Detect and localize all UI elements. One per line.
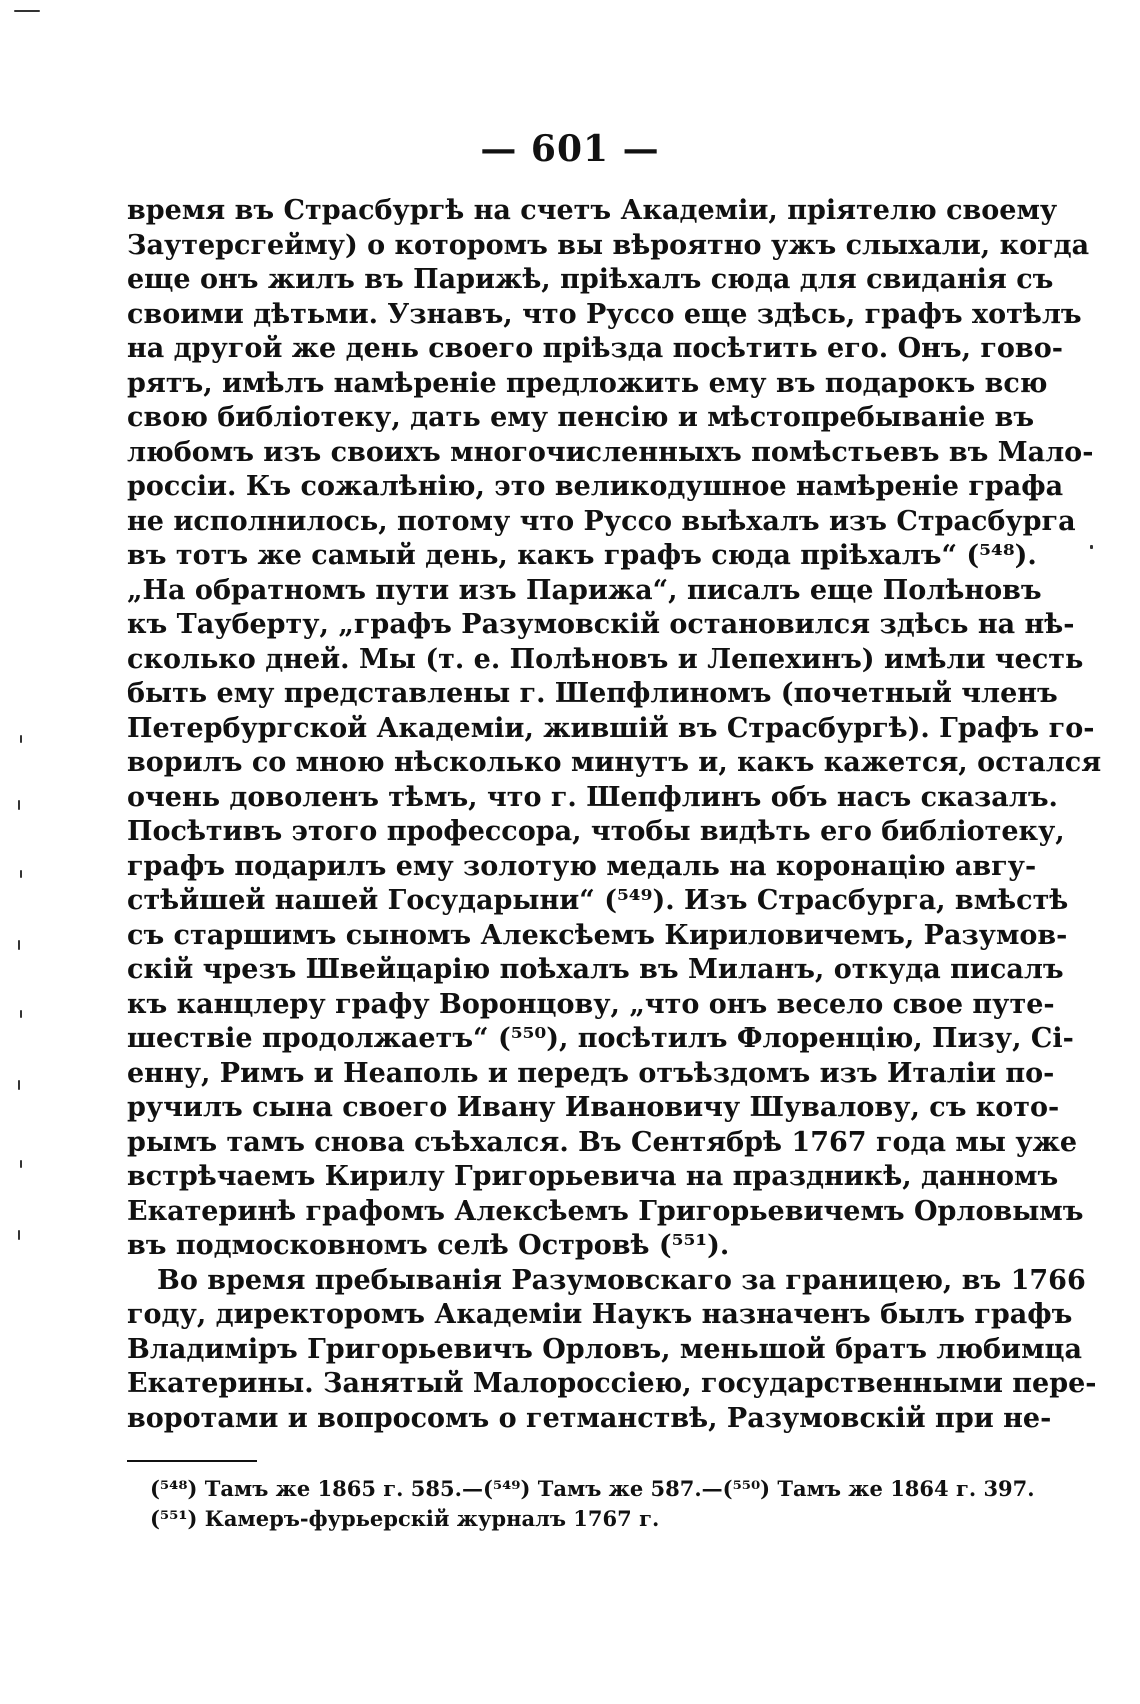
text-line: Во время пребыванія Разумовскаго за границею, въ 1766 [157, 1264, 1086, 1296]
text-line: свою библіотеку, дать ему пенсію и мѣстопребываніе въ [127, 402, 1035, 433]
text-line: къ Тауберту, „графъ Разумовскій остановился здѣсь на нѣ- [127, 609, 1075, 640]
text-line: году, директоромъ Академіи Наукъ назначенъ былъ графъ [127, 1299, 1073, 1330]
text-line: своими дѣтьми. Узнавъ, что Руссо еще здѣсь, графъ хотѣлъ [127, 298, 1082, 330]
text-line: сколько дней. Мы (т. е. Полѣновъ и Лепехинъ) имѣли честь [127, 643, 1084, 675]
scan-mark [20, 1160, 22, 1168]
scan-mark [18, 1080, 20, 1090]
text-line: Посѣтивъ этого профессора, чтобы видѣть его библіотеку, [127, 816, 1065, 847]
footnotes [150, 1474, 1035, 1534]
page-number: — 601 — [480, 128, 660, 170]
scan-mark [20, 735, 22, 743]
footnote-line: (⁵⁴⁸) Тамъ же 1865 г. 585.—(⁵⁴⁹) Тамъ же 587.—(⁵⁵⁰) Тамъ же 1864 г. 397. [150, 1476, 1035, 1501]
text-line: съ старшимъ сыномъ Алексѣемъ Кириловичемъ, Разумов- [127, 919, 1068, 951]
text-line: къ канцлеру графу Воронцову, „что онъ весело свое путе- [127, 988, 1055, 1020]
text-line: воротами и вопросомъ о гетманствѣ, Разумовскій при не- [127, 1402, 1052, 1434]
text-line: россіи. Къ сожалѣнію, это великодушное намѣреніе графа [127, 471, 1064, 502]
text-line: ворилъ со мною нѣсколько минутъ и, какъ кажется, остался [127, 747, 1102, 778]
scan-mark [14, 10, 40, 12]
text-line: рымъ тамъ снова съѣхался. Въ Сентябрѣ 1767 года мы уже [127, 1126, 1078, 1158]
scan-mark [18, 800, 20, 810]
text-line: быть ему представлены г. Шепфлиномъ (почетный членъ [127, 678, 1058, 709]
scan-mark [18, 1230, 20, 1240]
body-text [127, 194, 1102, 1436]
text-line: еще онъ жилъ въ Парижѣ, пріѣхалъ сюда для свиданія съ [127, 264, 1054, 295]
text-line: не исполнилось, потому что Руссо выѣхалъ изъ Страсбурга [127, 505, 1076, 537]
text-line: скій чрезъ Швейцарію поѣхалъ въ Миланъ, откуда писалъ [127, 954, 1064, 985]
text-line: Екатерины. Занятый Малороссіею, государственными пере- [127, 1368, 1097, 1399]
text-line: шествіе продолжаетъ“ (⁵⁵⁰), посѣтилъ Флоренцію, Пизу, Сі- [127, 1023, 1074, 1054]
scan-mark [20, 870, 22, 878]
text-line: графъ подарилъ ему золотую медаль на коронацію авгу- [127, 850, 1037, 882]
text-line: очень доволенъ тѣмъ, что г. Шепфлинъ объ насъ сказалъ. [127, 781, 1058, 813]
text-line: встрѣчаемъ Кирилу Григорьевича на праздникѣ, данномъ [127, 1161, 1059, 1192]
text-line: въ подмосковномъ селѣ Островѣ (⁵⁵¹). [127, 1230, 730, 1261]
text-line: Заутерсгейму) о которомъ вы вѣроятно ужъ слыхали, когда [127, 229, 1090, 261]
scan-mark [18, 940, 20, 950]
scan-mark [1090, 545, 1093, 549]
text-line: ручилъ сына своего Ивану Ивановичу Шувалову, съ кото- [127, 1092, 1060, 1123]
text-line: рятъ, имѣлъ намѣреніе предложить ему въ подарокъ всю [127, 367, 1048, 399]
text-line: въ тотъ же самый день, какъ графъ сюда пріѣхалъ“ (⁵⁴⁸). [127, 540, 1037, 571]
text-line: Петербургской Академіи, жившій въ Страсбургѣ). Графъ го- [127, 712, 1095, 744]
scan-mark [20, 1010, 22, 1018]
text-line: енну, Римъ и Неаполь и передъ отъѣздомъ изъ Италіи по- [127, 1057, 1055, 1089]
text-line: „На обратномъ пути изъ Парижа“, писалъ еще Полѣновъ [127, 574, 1042, 606]
text-line: стѣйшей нашей Государыни“ (⁵⁴⁹). Изъ Страсбурга, вмѣстѣ [127, 885, 1069, 916]
text-line: любомъ изъ своихъ многочисленныхъ помѣстьевъ въ Мало- [127, 436, 1094, 468]
text-line: Владиміръ Григорьевичъ Орловъ, меньшой братъ любимца [127, 1333, 1082, 1365]
text-line: время въ Страсбургѣ на счетъ Академіи, пріятелю своему [127, 195, 1058, 226]
footnote-rule [127, 1460, 257, 1462]
text-line: на другой же день своего пріѣзда посѣтить его. Онъ, гово- [127, 333, 1063, 364]
footnote-line: (⁵⁵¹) Камеръ-фурьерскій журналъ 1767 г. [150, 1506, 660, 1531]
text-line: Екатеринѣ графомъ Алексѣемъ Григорьевичемъ Орловымъ [127, 1195, 1084, 1227]
